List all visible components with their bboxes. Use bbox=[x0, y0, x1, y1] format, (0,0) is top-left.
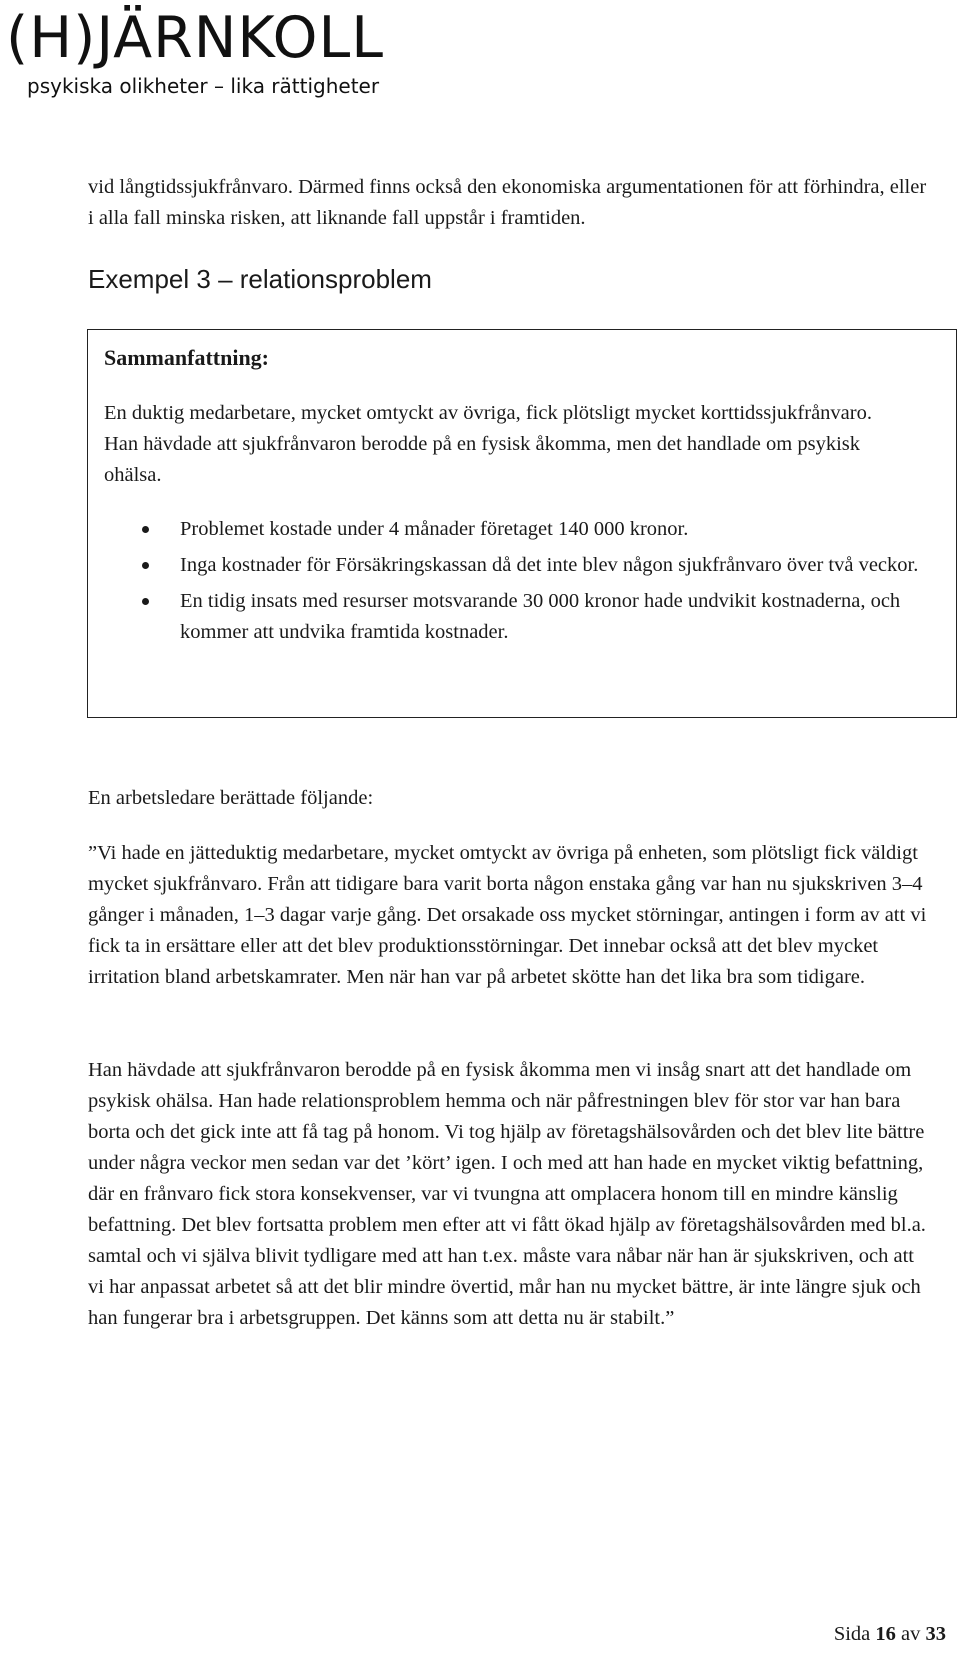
quote-lead: En arbetsledare berättade följande: bbox=[88, 787, 374, 809]
summary-bullet-text: Problemet kostade under 4 månader företaget 140 000 kronor. bbox=[180, 518, 689, 540]
bullet-icon bbox=[142, 598, 149, 605]
logo-title: (H)JÄRNKOLL bbox=[6, 5, 385, 71]
summary-bullet bbox=[104, 586, 934, 648]
section-heading: Exempel 3 – relationsproblem bbox=[88, 264, 432, 294]
summary-bullet-list bbox=[104, 514, 934, 653]
quote-paragraph-1: ”Vi hade en jätteduktig medarbetare, mycket omtyckt av övriga på enheten, som plötsligt fick väldigt mycket sjukfrånvaro. Från att tidigare bara varit borta någon enstaka gång var han nu sjukskriven 3–4 gånger i månaden, 1–3 dagar varje gång. Det orsakade oss mycket störningar, antingen i form av att vi fick ta in ersättare eller att det blev produktionsstörningar. Det innebar också att det blev mycket irritation bland arbetskamrater. Men när han var på arbetet skötte han det lika bra som tidigare. bbox=[88, 842, 927, 988]
page-total: 33 bbox=[925, 1623, 946, 1645]
bullet-icon bbox=[142, 526, 149, 533]
page-of-label: av bbox=[901, 1623, 921, 1645]
summary-text: En duktig medarbetare, mycket omtyckt av övriga, fick plötsligt mycket korttidssjukfrånvaro. Han hävdade att sjukfrånvaron berodde på en fysisk åkomma, men det handlade om psykisk ohälsa. bbox=[104, 402, 872, 486]
logo-tagline: psykiska olikheter – lika rättigheter bbox=[27, 74, 380, 98]
page-number: 16 bbox=[875, 1623, 896, 1645]
bullet-icon bbox=[142, 562, 149, 569]
summary-bullet bbox=[104, 550, 934, 581]
page-label: Sida bbox=[833, 1623, 871, 1645]
summary-bullet-text: Inga kostnader för Försäkringskassan då det inte blev någon sjukfrånvaro över två veckor. bbox=[180, 554, 919, 576]
summary-title: Sammanfattning: bbox=[104, 345, 270, 370]
page-footer bbox=[834, 1620, 946, 1648]
summary-bullet bbox=[104, 514, 934, 545]
intro-paragraph: vid långtidssjukfrånvaro. Därmed finns också den ekonomiska argumentationen för att förhindra, eller i alla fall minska risken, att liknande fall uppstår i framtiden. bbox=[88, 176, 927, 229]
quote-paragraph-2: Han hävdade att sjukfrånvaron berodde på en fysisk åkomma men vi insåg snart att det handlade om psykisk ohälsa. Han hade relationsproblem hemma och när påfrestningen blev för stor var han bara borta och det gick inte att få tag på honom. Vi tog hjälp av företagshälsovården och det blev lite bättre under några veckor men sedan var det ’kört’ igen. I och med att han hade en mycket viktig befattning, där en frånvaro fick stora konsekvenser, var vi tvungna att omplacera honom till en mindre känslig befattning. Det blev fortsatta problem men efter att vi fått ökad hjälp av företagshälsovården med bl.a. samtal och vi själva blivit tydligare med att han t.ex. måste vara nåbar när han är sjukskriven, och att vi har anpassat arbetet så att det blir mindre övertid, mår han nu mycket bättre, är inte längre sjuk och han fungerar bra i arbetsgruppen. Det känns som att detta nu är stabilt.” bbox=[88, 1059, 926, 1329]
summary-bullet-text: En tidig insats med resurser motsvarande 30 000 kronor hade undvikit kostnaderna, och kommer att undvika framtida kostnader. bbox=[180, 590, 901, 643]
summary-box bbox=[87, 329, 957, 718]
